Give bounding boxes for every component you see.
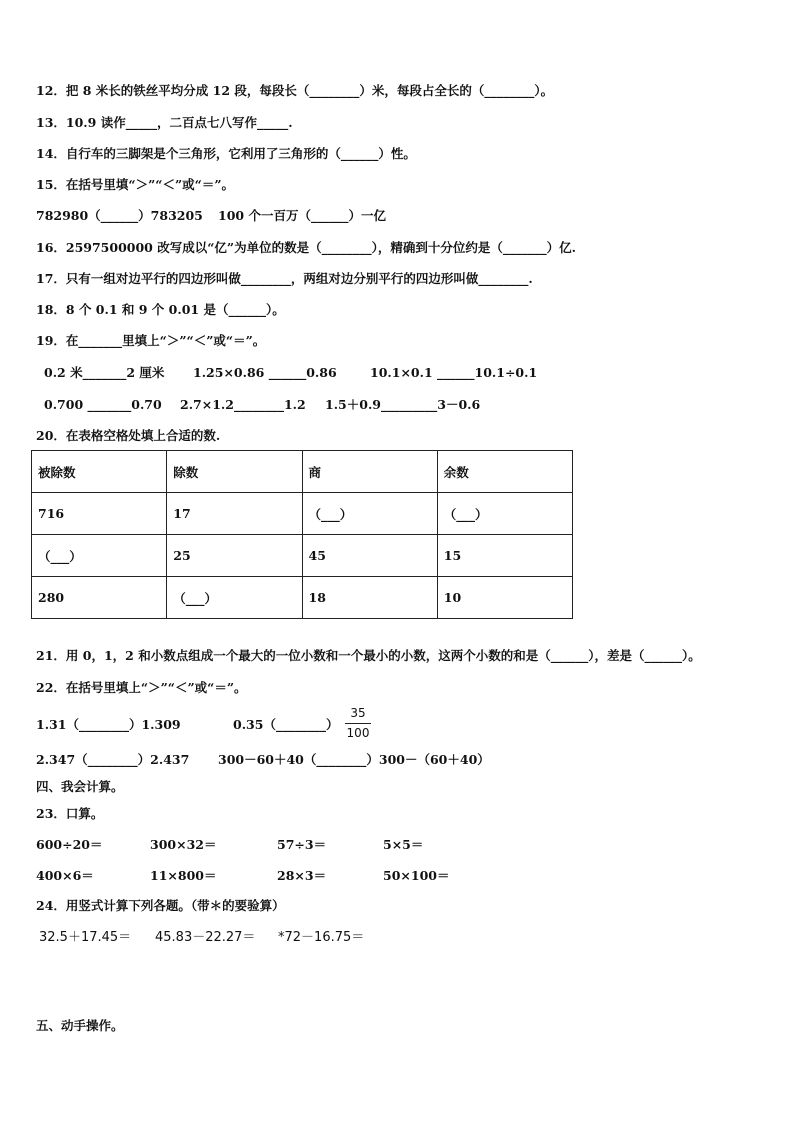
- vertical-calc-item: 32.5＋17.45＝: [39, 930, 132, 945]
- question-13: 13．10.9 读作_____，二百点七八写作_____.: [36, 115, 293, 130]
- fraction-numerator: 35: [350, 706, 366, 720]
- oral-calc-item: 28×3＝: [277, 868, 327, 883]
- table-cell: 45: [302, 535, 437, 577]
- question-18: 18．8 个 0.1 和 9 个 0.01 是（______）。: [36, 302, 285, 317]
- oral-calc-item: 50×100＝: [383, 868, 450, 883]
- oral-calc-item: 11×800＝: [150, 868, 217, 883]
- vertical-calc-item: 45.83－22.27＝: [155, 930, 256, 945]
- table-header-cell: 除数: [167, 451, 302, 493]
- question-23: 23．口算。: [36, 806, 104, 821]
- question-19: 19．在_______里填上“＞”“＜”或“＝”。: [36, 333, 266, 348]
- question-19-f: 1.5＋0.9_________3－0.6: [325, 397, 481, 412]
- table-cell: 280: [32, 577, 167, 619]
- table-cell: （___）: [437, 493, 572, 535]
- question-19-e: 2.7×1.2________1.2: [180, 397, 306, 412]
- table-row: [32, 493, 573, 535]
- table-cell: （___）: [302, 493, 437, 535]
- table-row: [32, 577, 573, 619]
- table-cell: 15: [437, 535, 572, 577]
- division-table: [31, 450, 573, 619]
- question-22: 22．在括号里填上“＞”“＜”或“＝”。: [36, 680, 247, 695]
- question-21: 21．用 0，1，2 和小数点组成一个最大的一位小数和一个最小的小数，这两个小数的和是（______），差是（______）。: [36, 648, 701, 663]
- question-15-a: 782980（______）783205: [36, 208, 203, 223]
- question-22-d: 300－60＋40（________）300－（60＋40）: [218, 752, 490, 767]
- table-cell: 10: [437, 577, 572, 619]
- question-15: 15．在括号里填“＞”“＜”或“＝”。: [36, 177, 235, 192]
- section-4-title: 四、我会计算。: [36, 779, 124, 794]
- table-header-cell: 被除数: [32, 451, 167, 493]
- fraction-bar: [345, 723, 371, 724]
- table-cell: （___）: [32, 535, 167, 577]
- table-cell: 17: [167, 493, 302, 535]
- oral-calc-item: 5×5＝: [383, 837, 424, 852]
- oral-calc-item: 600÷20＝: [36, 837, 103, 852]
- table-header-cell: 商: [302, 451, 437, 493]
- table-cell: 25: [167, 535, 302, 577]
- question-22-c: 2.347（________）2.437: [36, 752, 190, 767]
- question-15-b: 100 个一百万（______）一亿: [218, 208, 386, 223]
- question-19-b: 1.25×0.86 ______0.86: [193, 365, 337, 380]
- table-cell: （___）: [167, 577, 302, 619]
- oral-calc-item: 57÷3＝: [277, 837, 327, 852]
- question-17: 17．只有一组对边平行的四边形叫做________，两组对边分别平行的四边形叫做________.: [36, 271, 533, 286]
- question-16: 16．2597500000 改写成以“亿”为单位的数是（________），精确到十分位约是（_______）亿.: [36, 240, 576, 255]
- table-cell: 18: [302, 577, 437, 619]
- question-19-a: 0.2 米_______2 厘米: [44, 365, 165, 380]
- oral-calc-item: 300×32＝: [150, 837, 217, 852]
- oral-calc-item: 400×6＝: [36, 868, 94, 883]
- table-row: [32, 535, 573, 577]
- table-header-row: [32, 451, 573, 493]
- question-19-d: 0.700 _______0.70: [44, 397, 162, 412]
- question-19-c: 10.1×0.1 ______10.1÷0.1: [370, 365, 538, 380]
- table-cell: 716: [32, 493, 167, 535]
- fraction-35-100: [343, 706, 373, 741]
- section-5-title: 五、动手操作。: [36, 1018, 124, 1033]
- question-20: 20．在表格空格处填上合适的数.: [36, 428, 221, 443]
- question-12: 12．把 8 米长的铁丝平均分成 12 段，每段长（________）米，每段占全长的（________）。: [36, 83, 554, 98]
- fraction-denominator: 100: [346, 726, 370, 740]
- vertical-calc-item: *72－16.75＝: [278, 930, 365, 945]
- question-22-a: 1.31（________）1.309: [36, 717, 181, 732]
- question-24: 24．用竖式计算下列各题。（带＊的要验算）: [36, 898, 285, 913]
- question-22-b: 0.35（________）: [233, 717, 339, 732]
- question-14: 14．自行车的三脚架是个三角形，它利用了三角形的（______）性。: [36, 146, 416, 161]
- table-header-cell: 余数: [437, 451, 572, 493]
